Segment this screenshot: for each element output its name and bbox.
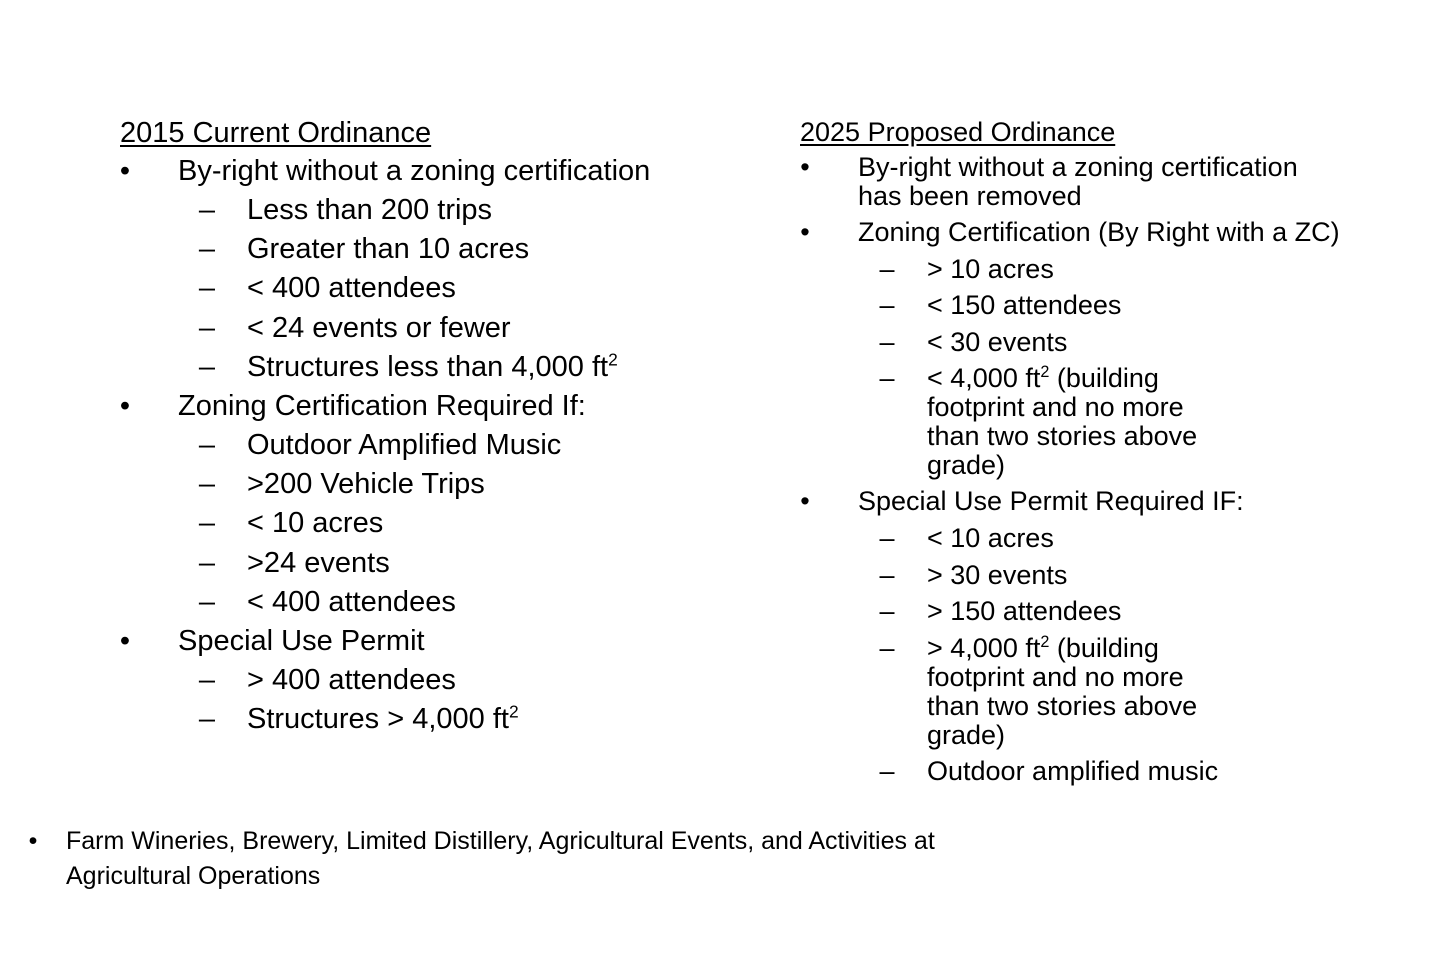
list-item: – < 10 acres [800,524,1400,553]
dash-icon: – [879,522,895,553]
section-label: Special Use Permit Required IF: [858,486,1244,517]
list-item: – > 10 acres [800,255,1400,284]
list-item: – < 400 attendees [120,583,760,622]
dash-icon: – [198,546,216,579]
superscript: 2 [1040,363,1050,382]
section-label: By-right without a zoning certification has been removed [858,152,1298,211]
proposed-ordinance-column [800,114,1400,786]
footer-note [26,824,1026,894]
list-item [120,622,760,739]
list-item: – >200 Vehicle Trips [120,465,760,504]
dash-icon: – [198,311,216,344]
list-item: – > 400 attendees [120,661,760,700]
superscript: 2 [508,701,519,722]
current-ordinance-column [120,114,760,739]
dash-icon: – [198,585,216,618]
bullet-icon: • [800,152,810,182]
dash-icon: – [198,194,216,226]
list-item: – Greater than 10 acres [120,230,760,269]
dash-icon: – [879,756,895,787]
bullet-icon: • [119,625,131,658]
dash-icon: – [879,253,895,284]
section-label: Special Use Permit [178,625,425,658]
list-item: – > 4,000 $ft^2$ (building footprint and no more than two stories above grade) [800,634,1227,750]
bullet-icon: • [800,486,810,517]
dash-icon: – [198,429,216,462]
list-item [120,152,760,387]
list-item: – Less than 200 trips [120,191,760,230]
bullet-icon: • [119,390,131,423]
current-ordinance-list [120,152,760,739]
dash-icon: – [198,468,216,501]
list-item [800,487,1400,786]
list-item [120,387,760,622]
list-item [800,153,1400,211]
list-item: – > 150 attendees [800,597,1400,626]
dash-icon: – [879,326,895,357]
list-item: – Structures > 4,000 $ft^2$ [120,700,760,739]
proposed-ordinance-list [800,153,1400,786]
bullet-icon: • [119,155,131,187]
current-ordinance-heading: 2015 Current Ordinance [120,117,432,149]
dash-icon: – [879,290,895,321]
dash-icon: – [198,703,216,736]
superscript: 2 [1040,632,1050,651]
list-item: – Structures less than 4,000 $ft^2$ [120,348,760,387]
dash-icon: – [879,632,895,663]
list-item [800,218,1400,480]
dash-icon: – [198,664,216,697]
list-item: – < 30 events [800,328,1400,357]
superscript: 2 [608,349,618,370]
dash-icon: – [198,507,216,540]
list-item: – < 150 attendees [800,291,1400,320]
list-item: – < 4,000 $ft^2$ (building footprint and no more than two stories above grade) [800,364,1227,480]
list-item: – < 24 events or fewer [120,309,760,348]
list-item: – Outdoor amplified music [800,757,1400,786]
dash-icon: – [198,233,216,266]
list-item: – < 400 attendees [120,269,760,308]
bullet-icon: • [28,827,38,855]
section-label: Zoning Certification Required If: [178,390,586,423]
section-label: Zoning Certification (By Right with a ZC) [858,217,1340,247]
list-item: – > 30 events [800,561,1400,590]
list-item: – Outdoor Amplified Music [120,426,760,465]
section-label: By-right without a zoning certification [178,155,651,187]
proposed-ordinance-heading: 2025 Proposed Ordinance [800,117,1116,147]
dash-icon: – [198,350,216,383]
dash-icon: – [879,363,895,394]
list-item: – >24 events [120,544,760,583]
dash-icon: – [879,596,895,627]
footer-text: Farm Wineries, Brewery, Limited Distillery, Agricultural Events, and Activities at Agricultural Operations [66,827,935,890]
dash-icon: – [879,559,895,590]
dash-icon: – [198,272,216,305]
list-item: – < 10 acres [120,504,760,543]
bullet-icon: • [800,217,810,247]
